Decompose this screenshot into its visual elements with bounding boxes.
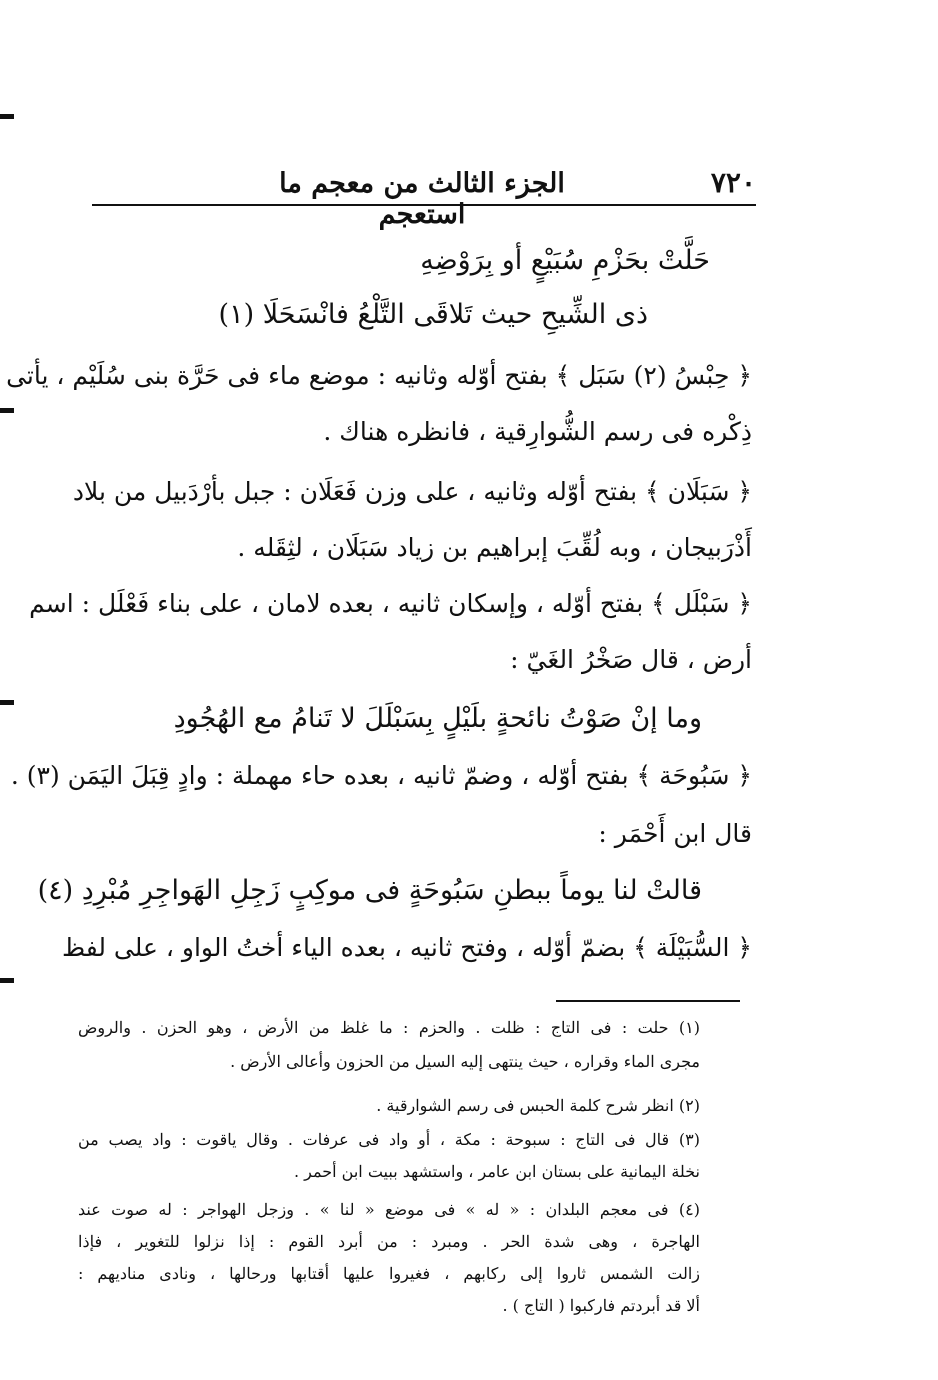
footnote-rule <box>556 1000 740 1002</box>
entry-line: ﴿ السُّبَيْلَة ﴾ بضمّ أوّله ، وفتح ثانيه ، بعده الياء أختُ الواو ، على لفظ <box>61 933 752 962</box>
entry-line: أرض ، قال صَخْرُ الغَيّ : <box>510 645 752 674</box>
verse-line: ذى الشِّيحِ حيث تَلاقَى التَّلْعُ فانْسَحَلَا (١) <box>218 299 648 330</box>
verse-line: وما إنْ صَوْتُ نائحةٍ بلَيْلٍ بِسَبْلَلَ لا تَنامُ مع الهُجُودِ <box>173 703 702 734</box>
scan-edge-mark <box>0 114 14 119</box>
footnote-line: (٤) فى معجم البلدان : « له » فى موضع « لنا » . وزجل الهواجر : له صوت عند <box>78 1200 700 1219</box>
header-rule <box>92 204 756 206</box>
page-number: ٧٢٠ <box>710 166 756 199</box>
footnote-line: (٣) قال فى التاج : سبوحة : مكة ، أو واد فى عرفات . وقال ياقوت : واد يصب من <box>78 1130 700 1149</box>
scan-edge-mark <box>0 700 14 705</box>
scan-edge-mark <box>0 408 14 413</box>
running-title: الجزء الثالث من معجم ما استعجم <box>279 168 565 230</box>
footnote-line: نخلة اليمانية على بستان ابن عامر ، واستشهد ببيت ابن أحمر . <box>293 1162 700 1181</box>
entry-line: ﴿ حِبْسُ (٢) سَبَل ﴾ بفتح أوّله وثانيه : موضع ماء فى حَرَّة بنى سُلَيْم ، يأتى <box>6 361 752 390</box>
footnote-line: ألا قد أبردتم فاركبوا ( التاج ) . <box>502 1296 700 1315</box>
footnote-line: زالت الشمس ثاروا إلى ركابهم ، فغيروا عليها أقتابها ورحالها ، ونادى مناديهم : <box>78 1264 701 1283</box>
entry-line: قال ابن أَحْمَر : <box>598 819 752 848</box>
footnote-line: (٢) انظر شرح كلمة الحبس فى رسم الشوارقية . <box>376 1096 700 1115</box>
footnote-line: (١) حلت : فى التاج : ظلت . والحزم : ما غلظ من الأرض ، وهو الحزن . والروض <box>78 1018 700 1037</box>
entry-line: ﴿ سَبَلَان ﴾ بفتح أوّله وثانيه ، على وزن فَعَلَان : جبل بأرْدَبيل من بلاد <box>72 477 752 506</box>
entry-line: ﴿ سَبْلَل ﴾ بفتح أوّله ، وإسكان ثانيه ، بعده لامان ، على بناء فَعْلَل : اسم <box>29 589 752 618</box>
verse-line: حَلَّتْ بحَزْمِ سُبَيْعٍ أو بِرَوْضِهِ <box>420 245 710 276</box>
entry-line: ذِكْره فى رسم الشُّوارِقية ، فانظره هناك . <box>323 417 752 446</box>
verse-line: قالتْ لنا يوماً ببطنِ سَبُوحَةٍ فى موكِبٍ زَجِلِ الهَواجِرِ مُبْرِدِ (٤) <box>37 875 702 906</box>
entry-line: أَذْرَبيجان ، وبه لُقِّبَ إبراهيم بن زياد سَبَلَان ، لثِقَله . <box>237 533 752 562</box>
scan-edge-mark <box>0 978 14 983</box>
footnote-line: الهاجرة ، وهى شدة الحر . ومبرد : من أبرد القوم : إذا نزلوا للتغوير ، فإذا <box>78 1232 700 1251</box>
entry-line: ﴿ سَبُوحَة ﴾ بفتح أوّله ، وضمّ ثانيه ، بعده حاء مهملة : وادٍ قِبَلَ اليَمَن (٣) . <box>10 761 752 790</box>
page-header <box>92 166 756 230</box>
footnote-line: مجرى الماء وقراره ، حيث ينتهى إليه السيل من الحزون وأعالى الأرض . <box>230 1052 700 1071</box>
